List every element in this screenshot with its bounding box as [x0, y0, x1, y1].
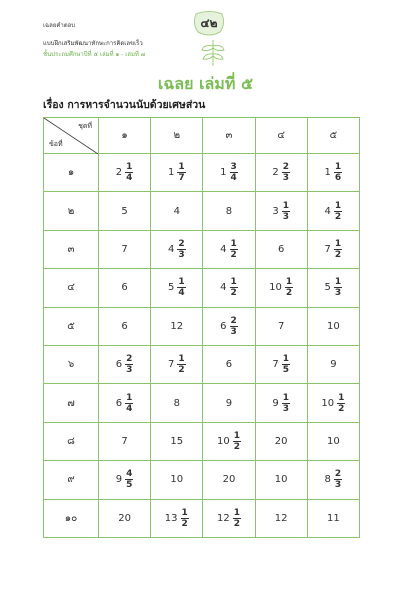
column-header: ๓ [203, 118, 255, 154]
page-title: เฉลย เล่มที่ ๕ [157, 74, 254, 93]
denominator: 3 [230, 326, 237, 337]
denominator: 7 [178, 173, 185, 184]
whole-number: 7 [324, 243, 331, 255]
row-label: ๑๐ [44, 499, 99, 537]
whole-number: 1 [167, 167, 175, 179]
table-row [44, 345, 360, 383]
whole-number: 5 [324, 282, 331, 294]
header-line-1: เฉลยคำตอบ [43, 22, 76, 29]
numerator: 1 [233, 507, 240, 518]
answer-value [275, 513, 288, 524]
denominator: 4 [230, 173, 237, 184]
whole-number: 10 [274, 474, 288, 486]
fraction [282, 393, 290, 414]
answer-value [327, 513, 340, 524]
numerator: 3 [230, 162, 237, 173]
answer-cell [203, 461, 255, 499]
answer-cell [307, 422, 359, 460]
table-row [44, 422, 360, 460]
answer-cell [255, 269, 307, 307]
answer-value [168, 354, 186, 375]
table-row [44, 192, 360, 230]
denominator: 2 [181, 518, 188, 529]
answer-cell [203, 307, 255, 345]
numerator: 1 [282, 354, 289, 365]
numerator: 4 [126, 469, 133, 480]
answer-cell [203, 230, 255, 268]
answer-value [168, 162, 186, 183]
answer-cell [99, 192, 151, 230]
answer-cell [203, 345, 255, 383]
whole-number: 6 [277, 243, 285, 255]
fraction [334, 162, 342, 183]
answer-value [121, 282, 127, 293]
fraction [177, 277, 185, 298]
denominator: 3 [282, 211, 289, 222]
answer-cell [255, 154, 307, 192]
answer-cell [151, 461, 203, 499]
numerator: 2 [230, 315, 237, 326]
answer-cell [99, 422, 151, 460]
whole-number: 6 [220, 320, 227, 332]
denominator: 2 [338, 403, 345, 414]
corner-label-set: ชุดที่ [78, 122, 92, 130]
leaf-ornament-icon [200, 38, 226, 68]
whole-number: 4 [324, 205, 331, 217]
whole-number: 4 [173, 205, 180, 217]
fraction [230, 162, 238, 183]
answer-value [275, 436, 288, 447]
answer-value [272, 354, 290, 375]
answer-cell [99, 345, 151, 383]
whole-number: 13 [164, 512, 178, 524]
answer-cell [151, 499, 203, 537]
numerator: 2 [282, 162, 289, 173]
denominator: 2 [285, 288, 293, 299]
answer-cell [307, 269, 359, 307]
fraction [334, 239, 342, 260]
fraction [125, 162, 133, 183]
table-row [44, 154, 360, 192]
answer-cell [307, 307, 359, 345]
answer-value [220, 162, 238, 183]
page-number-badge [192, 10, 226, 40]
row-label: ๓ [44, 230, 99, 268]
table-row [44, 307, 360, 345]
answer-cell [99, 230, 151, 268]
whole-number: 10 [327, 435, 340, 447]
answer-cell [307, 384, 359, 422]
row-label: ๒ [44, 192, 99, 230]
answer-value [226, 359, 232, 370]
column-header: ๑ [99, 118, 151, 154]
denominator: 2 [334, 211, 342, 222]
answer-cell [307, 192, 359, 230]
answer-cell [307, 230, 359, 268]
whole-number: 1 [324, 167, 331, 179]
numerator: 1 [338, 392, 345, 403]
fraction [125, 469, 133, 490]
numerator: 1 [126, 392, 133, 403]
whole-number: 9 [330, 359, 337, 371]
whole-number: 12 [216, 512, 230, 524]
whole-number: 6 [225, 359, 233, 371]
answer-cell [151, 384, 203, 422]
answer-cell [151, 192, 203, 230]
fraction [125, 393, 133, 414]
whole-number: 20 [222, 474, 236, 486]
table-corner-cell [44, 118, 99, 154]
numerator: 1 [282, 200, 289, 211]
whole-number: 8 [173, 397, 180, 409]
answer-value [272, 162, 290, 183]
table-row [44, 499, 360, 537]
answer-value [325, 239, 343, 260]
page-number: ๔๒ [200, 16, 218, 30]
row-label: ๘ [44, 422, 99, 460]
answer-cell [151, 345, 203, 383]
whole-number: 10 [327, 320, 340, 332]
whole-number: 6 [115, 397, 123, 409]
answer-value [275, 474, 288, 485]
answer-cell [255, 192, 307, 230]
whole-number: 6 [115, 359, 123, 371]
answer-value [325, 469, 343, 490]
fraction [282, 354, 290, 375]
numerator: 1 [178, 354, 185, 365]
denominator: 2 [230, 249, 237, 260]
fraction [233, 508, 241, 529]
answer-value [116, 162, 134, 183]
answer-value [325, 277, 343, 298]
table-row [44, 269, 360, 307]
whole-number: 2 [115, 167, 123, 179]
numerator: 1 [233, 430, 240, 441]
answer-value [217, 508, 241, 529]
denominator: 5 [126, 480, 133, 491]
table-row [44, 230, 360, 268]
whole-number: 7 [277, 320, 285, 332]
column-header: ๕ [307, 118, 359, 154]
fraction [177, 354, 185, 375]
whole-number: 3 [272, 205, 279, 217]
answer-cell [255, 384, 307, 422]
denominator: 3 [334, 480, 342, 491]
answer-cell [255, 461, 307, 499]
whole-number: 20 [118, 512, 131, 524]
whole-number: 5 [121, 205, 128, 217]
answer-cell [151, 269, 203, 307]
table-row [44, 461, 360, 499]
whole-number: 5 [167, 282, 175, 294]
whole-number: 10 [216, 435, 230, 447]
fraction [334, 277, 342, 298]
numerator: 1 [181, 507, 188, 518]
fraction [125, 354, 133, 375]
header-line-2: แบบฝึกเสริมพัฒนาทักษะการคิดเลขเร็ว [43, 40, 143, 47]
whole-number: 7 [121, 243, 128, 255]
numerator: 2 [178, 238, 185, 249]
fraction [181, 508, 189, 529]
whole-number: 1 [220, 167, 227, 179]
answer-cell [99, 461, 151, 499]
fraction [230, 277, 238, 298]
answer-value [170, 321, 183, 332]
numerator: 2 [126, 354, 133, 365]
answer-value [174, 398, 180, 409]
answer-value [121, 436, 127, 447]
numerator: 1 [334, 277, 342, 288]
denominator: 2 [178, 365, 185, 376]
answer-cell [151, 422, 203, 460]
whole-number: 9 [272, 397, 279, 409]
subject-heading: เรื่อง การหารจำนวนนับด้วยเศษส่วน [43, 99, 206, 111]
denominator: 2 [230, 288, 237, 299]
denominator: 4 [126, 173, 133, 184]
answer-cell [99, 307, 151, 345]
row-label: ๔ [44, 269, 99, 307]
answer-cell [99, 154, 151, 192]
whole-number: 12 [274, 512, 288, 524]
answer-value [269, 277, 293, 298]
whole-number: 9 [225, 397, 233, 409]
answer-value [325, 201, 343, 222]
answer-cell [203, 499, 255, 537]
numerator: 2 [334, 469, 342, 480]
answer-value [278, 321, 284, 332]
row-label: ๗ [44, 384, 99, 422]
answer-value [325, 162, 343, 183]
numerator: 1 [230, 238, 237, 249]
numerator: 1 [230, 277, 237, 288]
denominator: 3 [282, 173, 289, 184]
numerator: 1 [334, 238, 342, 249]
whole-number: 4 [220, 243, 227, 255]
whole-number: 9 [115, 474, 123, 486]
answer-value [220, 277, 238, 298]
fraction [337, 393, 345, 414]
answer-value [121, 244, 127, 255]
whole-number: 8 [225, 205, 233, 217]
denominator: 3 [334, 288, 342, 299]
answer-cell [307, 345, 359, 383]
whole-number: 10 [269, 282, 282, 294]
row-label: ๖ [44, 345, 99, 383]
fraction [282, 162, 290, 183]
denominator: 4 [126, 403, 133, 414]
numerator: 1 [285, 277, 293, 288]
answer-value [321, 393, 345, 414]
denominator: 3 [178, 249, 185, 260]
answer-value [217, 431, 241, 452]
fraction [230, 316, 238, 337]
answer-cell [255, 307, 307, 345]
answer-value [168, 239, 186, 260]
whole-number: 4 [167, 243, 175, 255]
whole-number: 8 [324, 474, 331, 486]
answer-value [168, 277, 186, 298]
answer-value [226, 206, 232, 217]
answer-value [226, 398, 232, 409]
table-header-row [44, 118, 360, 154]
whole-number: 12 [170, 320, 184, 332]
numerator: 1 [178, 162, 185, 173]
row-label: ๑ [44, 154, 99, 192]
answer-cell [151, 307, 203, 345]
column-header: ๒ [151, 118, 203, 154]
fraction [177, 162, 185, 183]
answer-cell [203, 422, 255, 460]
fraction [233, 431, 241, 452]
answer-cell [99, 269, 151, 307]
numerator: 1 [334, 162, 342, 173]
answer-cell [203, 154, 255, 192]
answer-value [220, 239, 238, 260]
denominator: 3 [126, 365, 133, 376]
answer-value [272, 201, 290, 222]
denominator: 2 [233, 441, 240, 452]
answer-cell [255, 422, 307, 460]
row-label: ๕ [44, 307, 99, 345]
whole-number: 7 [272, 359, 279, 371]
row-label: ๙ [44, 461, 99, 499]
answer-cell [307, 154, 359, 192]
column-header: ๔ [255, 118, 307, 154]
whole-number: 20 [274, 435, 288, 447]
answer-cell [255, 230, 307, 268]
whole-number: 11 [327, 512, 340, 524]
answer-cell [203, 269, 255, 307]
whole-number: 15 [170, 435, 184, 447]
answer-value [223, 474, 236, 485]
denominator: 5 [282, 365, 289, 376]
corner-label-item: ข้อที่ [49, 140, 63, 148]
answer-value [170, 474, 183, 485]
fraction [177, 239, 185, 260]
answer-cell [99, 499, 151, 537]
answer-value [174, 206, 180, 217]
fraction [334, 201, 342, 222]
answer-value [330, 359, 336, 370]
answer-cell [307, 461, 359, 499]
answer-value [121, 206, 127, 217]
answer-cell [203, 384, 255, 422]
answer-value [121, 321, 127, 332]
table-body [44, 154, 360, 538]
answer-cell [203, 192, 255, 230]
answer-cell [151, 230, 203, 268]
answer-value [327, 436, 340, 447]
header-line-3: ชั้นประถมศึกษาปีที่ ๕ เล่มที่ ๑ - เล่มที่ ๗ [43, 51, 146, 58]
fraction [230, 239, 238, 260]
answer-value [327, 321, 340, 332]
answer-value [116, 393, 134, 414]
answer-cell [307, 499, 359, 537]
whole-number: 10 [321, 397, 335, 409]
whole-number: 7 [167, 359, 175, 371]
whole-number: 10 [170, 474, 184, 486]
fraction [282, 201, 290, 222]
whole-number: 2 [272, 167, 279, 179]
answer-cell [255, 345, 307, 383]
numerator: 1 [282, 392, 289, 403]
whole-number: 6 [121, 282, 128, 294]
whole-number: 6 [121, 320, 128, 332]
fraction [285, 277, 293, 298]
denominator: 2 [233, 518, 240, 529]
answer-cell [151, 154, 203, 192]
answer-value [278, 244, 284, 255]
numerator: 1 [178, 277, 185, 288]
numerator: 1 [334, 200, 342, 211]
fraction [334, 469, 342, 490]
answer-value [220, 316, 238, 337]
answer-value [272, 393, 290, 414]
answer-value [118, 513, 131, 524]
denominator: 3 [282, 403, 289, 414]
answer-value [116, 354, 134, 375]
answer-cell [255, 499, 307, 537]
table-row [44, 384, 360, 422]
denominator: 4 [178, 288, 185, 299]
answer-cell [99, 384, 151, 422]
answer-value [116, 469, 134, 490]
numerator: 1 [126, 162, 133, 173]
answer-value [170, 436, 183, 447]
answer-value [165, 508, 189, 529]
answer-table [43, 117, 360, 538]
denominator: 2 [334, 249, 342, 260]
whole-number: 4 [220, 282, 227, 294]
whole-number: 7 [121, 435, 128, 447]
denominator: 6 [334, 173, 342, 184]
